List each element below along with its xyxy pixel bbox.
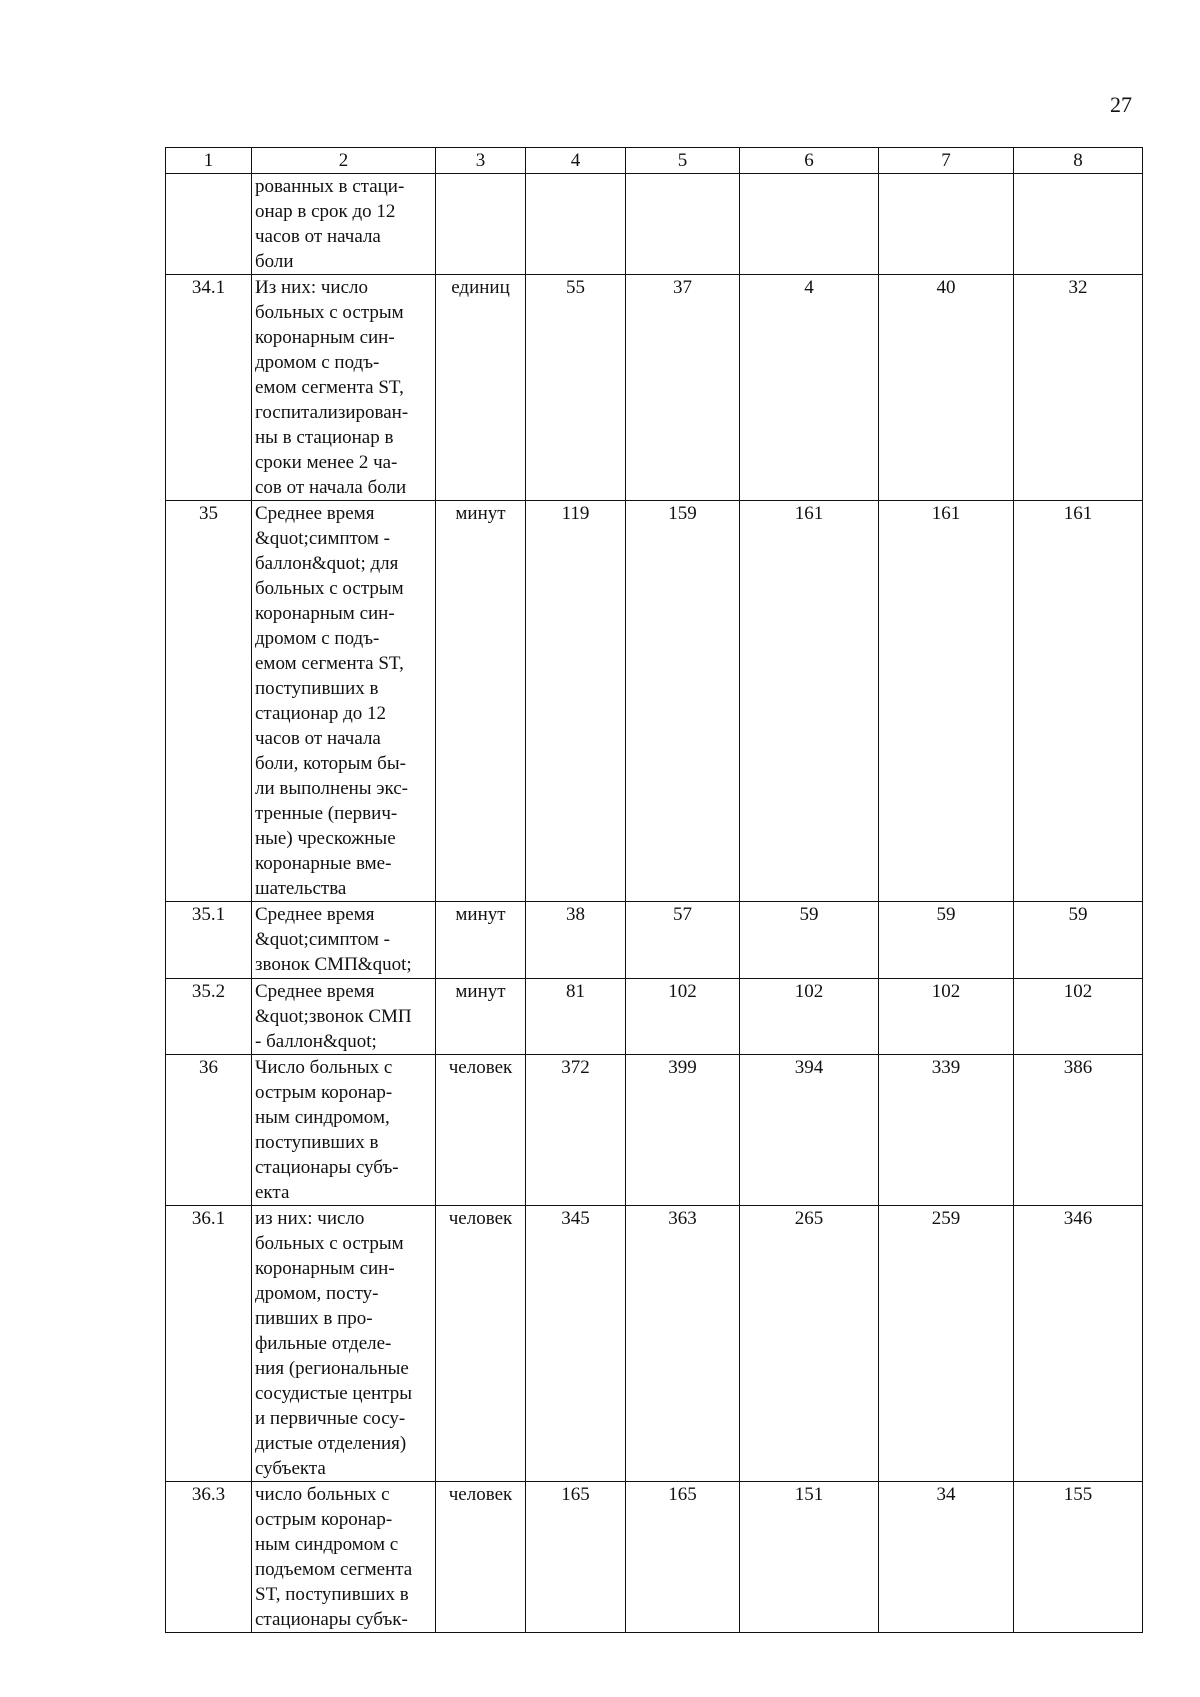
value-cell-5: 57 [626,902,740,979]
row-number-cell: 34.1 [166,275,252,501]
column-header: 2 [252,148,436,174]
column-header: 6 [740,148,879,174]
value-cell-5: 37 [626,275,740,501]
value-cell-7: 40 [879,275,1014,501]
table-row [166,275,1143,501]
value-cell-4 [526,174,626,275]
value-cell-7: 59 [879,902,1014,979]
value-cell-6 [740,174,879,275]
indicator-name-cell: Среднее время &quot;симптом - звонок СМП&quot; [252,902,436,979]
value-cell-7: 161 [879,501,1014,902]
value-cell-6: 4 [740,275,879,501]
value-cell-5: 399 [626,1055,740,1206]
column-header: 1 [166,148,252,174]
row-number-cell: 35.1 [166,902,252,979]
table-row [166,979,1143,1055]
value-cell-5: 159 [626,501,740,902]
table-row [166,902,1143,979]
value-cell-6: 151 [740,1482,879,1633]
value-cell-8: 59 [1014,902,1143,979]
table-row [166,1482,1143,1633]
value-cell-8: 346 [1014,1206,1143,1482]
indicator-name-cell: рованных в стаци- онар в срок до 12 часов от начала боли [252,174,436,275]
value-cell-7: 102 [879,979,1014,1055]
table-row [166,501,1143,902]
value-cell-4: 119 [526,501,626,902]
table-row [166,1055,1143,1206]
indicator-name-cell: Из них: число больных с острым коронарным син- дромом с подъ- емом сегмента ST, госпитализирован- ны в стационар в сроки менее 2 ча- сов от начала боли [252,275,436,501]
indicator-name-cell: Среднее время &quot;звонок СМП - баллон&quot; [252,979,436,1055]
row-number-cell: 35 [166,501,252,902]
column-header: 4 [526,148,626,174]
value-cell-5 [626,174,740,275]
value-cell-7: 34 [879,1482,1014,1633]
column-header: 5 [626,148,740,174]
unit-cell: минут [436,979,526,1055]
value-cell-4: 345 [526,1206,626,1482]
value-cell-4: 81 [526,979,626,1055]
value-cell-6: 102 [740,979,879,1055]
value-cell-8: 102 [1014,979,1143,1055]
value-cell-6: 265 [740,1206,879,1482]
value-cell-8: 161 [1014,501,1143,902]
indicator-name-cell: число больных с острым коронар- ным синдромом с подъемом сегмента ST, поступивших в стационары субък- [252,1482,436,1633]
value-cell-6: 59 [740,902,879,979]
row-number-cell: 36 [166,1055,252,1206]
column-header: 7 [879,148,1014,174]
row-number-cell: 36.1 [166,1206,252,1482]
indicator-name-cell: Число больных с острым коронар- ным синдромом, поступивших в стационары субъ- екта [252,1055,436,1206]
unit-cell: минут [436,902,526,979]
data-table [165,147,1143,1633]
value-cell-6: 394 [740,1055,879,1206]
page-number: 27 [1110,92,1132,117]
column-header: 8 [1014,148,1143,174]
unit-cell: человек [436,1482,526,1633]
value-cell-5: 165 [626,1482,740,1633]
value-cell-4: 55 [526,275,626,501]
value-cell-7: 259 [879,1206,1014,1482]
row-number-cell [166,174,252,275]
unit-cell: единиц [436,275,526,501]
indicator-name-cell: Среднее время &quot;симптом - баллон&quot; для больных с острым коронарным син- дромом с подъ- емом сегмента ST, поступивших в стационар до 12 часов от начала боли, которым бы- ли выполнены экс- тренные (первич- ные) чрескожные коронарные вме- шательства [252,501,436,902]
row-number-cell: 36.3 [166,1482,252,1633]
value-cell-5: 102 [626,979,740,1055]
value-cell-4: 165 [526,1482,626,1633]
value-cell-8 [1014,174,1143,275]
value-cell-4: 38 [526,902,626,979]
value-cell-8: 32 [1014,275,1143,501]
value-cell-6: 161 [740,501,879,902]
table-header-row [166,148,1143,174]
column-header: 3 [436,148,526,174]
value-cell-8: 386 [1014,1055,1143,1206]
unit-cell: минут [436,501,526,902]
value-cell-7 [879,174,1014,275]
unit-cell: человек [436,1206,526,1482]
row-number-cell: 35.2 [166,979,252,1055]
unit-cell: человек [436,1055,526,1206]
table-row [166,1206,1143,1482]
value-cell-7: 339 [879,1055,1014,1206]
value-cell-4: 372 [526,1055,626,1206]
table-row [166,174,1143,275]
value-cell-5: 363 [626,1206,740,1482]
unit-cell [436,174,526,275]
value-cell-8: 155 [1014,1482,1143,1633]
indicator-name-cell: из них: число больных с острым коронарным син- дромом, посту- пивших в про- фильные отделе- ния (региональные сосудистые центры и первичные сосу- дистые отделения) субъекта [252,1206,436,1482]
